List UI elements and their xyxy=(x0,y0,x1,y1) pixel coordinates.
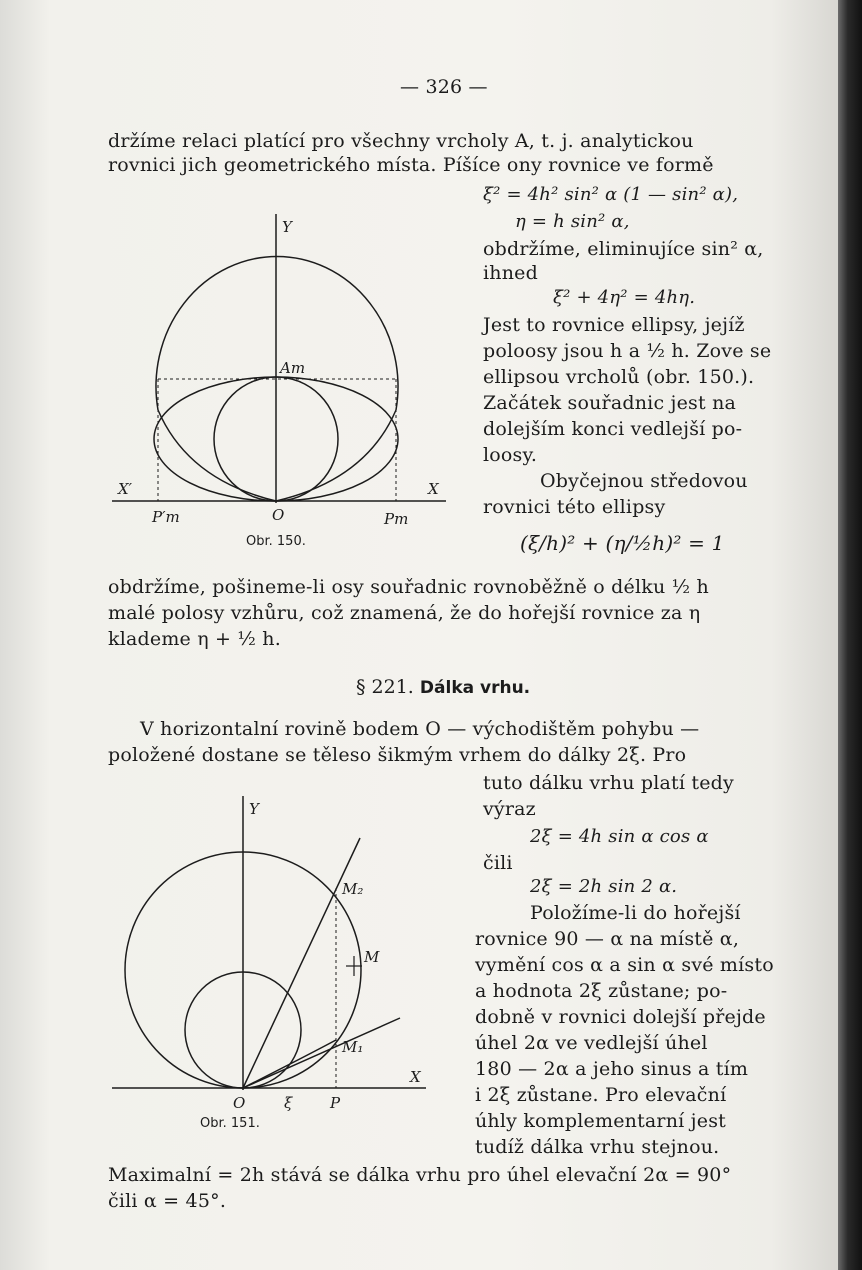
fig151-label-xi: ξ xyxy=(284,1094,293,1112)
text-line-4: malé polosy vzhůru, což znamená, že do hořejší rovnice za η xyxy=(108,602,701,624)
page-edge-shadow xyxy=(838,0,862,1270)
text-right-3: Jest to rovnice ellipsy, jejíž xyxy=(483,314,745,336)
fig150-label-Y: Y xyxy=(282,218,292,236)
text-right2-7: dobně v rovnici dolejší přejde xyxy=(475,1006,766,1028)
text-line-7: položené dostane se těleso šikmým vrhem do dálky 2ξ. Pro xyxy=(108,744,687,766)
text-right-9: Obyčejnou středovou xyxy=(540,470,748,492)
page-number: — 326 — xyxy=(400,76,488,98)
figure-151-caption: Obr. 151. xyxy=(200,1116,260,1131)
text-line-5: klademe η + ½ h. xyxy=(108,628,281,650)
figure-150-caption: Obr. 150. xyxy=(246,534,306,549)
fig151-label-P: P xyxy=(330,1094,341,1112)
fig150-label-Xprime: X′ xyxy=(118,480,133,498)
fig151-label-O: O xyxy=(233,1094,246,1112)
text-right2-12: tudíž dálka vrhu stejnou. xyxy=(475,1136,720,1158)
text-cili: čili xyxy=(483,852,513,874)
text-right2-8: úhel 2α ve vedlejší úhel xyxy=(475,1032,708,1054)
text-line-3: obdržíme, pošineme-li osy souřadnic rovnoběžně o délku ½ h xyxy=(108,576,709,598)
text-right-10: rovnici této ellipsy xyxy=(483,496,666,518)
section-heading xyxy=(356,676,530,698)
text-line-8: Maximalní = 2h stává se dálka vrhu pro úhel elevační 2α = 90° xyxy=(108,1164,732,1186)
equation-6: 2ξ = 2h sin 2 α. xyxy=(530,876,678,897)
text-right-6: Začátek souřadnic jest na xyxy=(483,392,737,414)
equation-4: (ξ/h)² + (η/½h)² = 1 xyxy=(520,531,725,555)
section-number: § 221. xyxy=(356,676,414,698)
fig151-label-Y: Y xyxy=(249,800,259,818)
fig151-label-M2: M₂ xyxy=(342,880,364,898)
text-right2-11: úhly komplementarní jest xyxy=(475,1110,726,1132)
text-right2-9: 180 — 2α a jeho sinus a tím xyxy=(475,1058,749,1080)
text-line-1: držíme relaci platící pro všechny vrcholy A, t. j. analytickou xyxy=(108,130,694,152)
text-line-9: čili α = 45°. xyxy=(108,1190,227,1212)
text-right-8: loosy. xyxy=(483,444,538,466)
equation-5: 2ξ = 4h sin α cos α xyxy=(530,826,709,847)
fig151-label-X: X xyxy=(410,1068,421,1086)
text-right2-4: rovnice 90 — α na místě α, xyxy=(475,928,740,950)
text-right-7: dolejším konci vedlejší po- xyxy=(483,418,743,440)
text-right2-1: tuto dálku vrhu platí tedy xyxy=(483,772,734,794)
text-line-2: rovnici jich geometrického místa. Píšíce ony rovnice ve formě xyxy=(108,154,714,176)
section-title: Dálka vrhu. xyxy=(419,678,531,698)
text-right2-10: i 2ξ zůstane. Pro elevační xyxy=(475,1084,727,1106)
fig151-label-M1: M₁ xyxy=(342,1038,364,1056)
fig150-label-Am: Am xyxy=(280,359,306,377)
equation-2: η = h sin² α, xyxy=(515,211,630,232)
figure-151 xyxy=(108,790,448,1115)
figure-150 xyxy=(108,210,458,550)
fig150-label-Pm: Pm xyxy=(384,510,409,528)
fig150-label-X: X xyxy=(428,480,439,498)
text-right-2: ihned xyxy=(483,262,538,284)
text-right-1: obdržíme, eliminujíce sin² α, xyxy=(483,238,764,260)
text-right2-6: a hodnota 2ξ zůstane; po- xyxy=(475,980,728,1002)
fig150-label-O: O xyxy=(272,506,285,524)
fig150-label-Pm-prime: P′m xyxy=(152,508,180,526)
equation-3: ξ² + 4η² = 4hη. xyxy=(553,287,696,308)
text-right-5: ellipsou vrcholů (obr. 150.). xyxy=(483,366,755,388)
equation-1: ξ² = 4h² sin² α (1 — sin² α), xyxy=(483,184,739,205)
text-line-6: V horizontalní rovině bodem O — východištěm pohybu — xyxy=(140,718,700,740)
text-right2-3: Položíme-li do hořejší xyxy=(530,902,741,924)
text-right2-2: výraz xyxy=(483,798,536,820)
text-right-4: poloosy jsou h a ½ h. Zove se xyxy=(483,340,772,362)
text-right2-5: vymění cos α a sin α své místo xyxy=(475,954,774,976)
fig151-label-M: M xyxy=(364,948,380,966)
